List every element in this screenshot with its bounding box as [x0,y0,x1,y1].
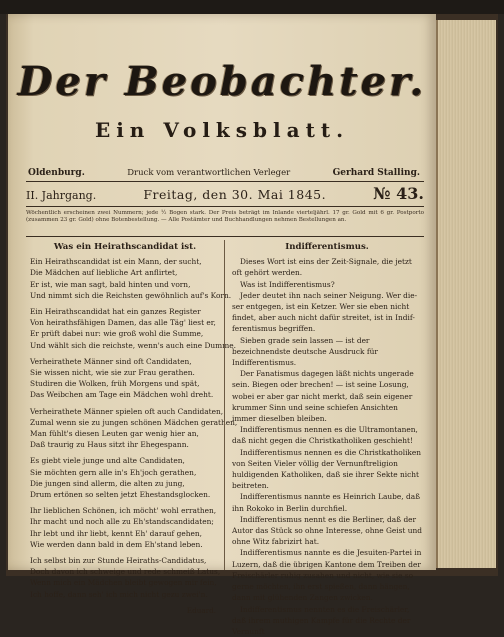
poem-stanza [30,256,220,301]
article-paragraph: Indifferentismus nennen es die Ultramontanen, daß nicht gegen die Christkatholiken geschieht! [232,424,422,446]
poem-line: Studiren die Wolken, früh Morgens und spät, [30,378,220,389]
article-paragraph: Jeder deutet ihn nach seiner Neigung. Wer die-ser entgegen, ist ein Ketzer. Wer sie eben nicht findet, aber auch nicht dafür streitet, ist in Indif-ferentismus begriffen. [232,290,422,335]
poem-stanza [30,406,220,451]
issue-date: Freitag, den 30. Mai 1845. [143,187,326,202]
masthead-subtitle: Ein Volksblatt. [8,118,436,142]
poem-line: Ihr lebt und ihr liebt, kennt Eh' darauf gehen, [30,528,220,539]
poem-stanza [30,555,220,600]
poem-line: Die Mädchen auf liebliche Art anflirtet, [30,267,220,278]
poem-line: Wie werden dann bald in dem Eh'stand leben. [30,539,220,550]
issue-line [26,184,424,203]
page-edges [436,20,496,568]
rule-mid [26,206,424,207]
poem-stanza [30,306,220,351]
article-paragraph: Der Fanatismus dagegen läßt nichts ungerade sein. Biegen oder brechen! — ist seine Losung, wobei er aber gar nicht merkt, daß sein eigener krummer Sinn und seine schiefen Ansichten immer dieselben bleiben. [232,368,422,424]
poem-line: Er ist, wie man sagt, bald hinten und vorn, [30,279,220,290]
article-paragraph: Was ist Indifferentismus? [232,279,422,290]
article-paragraph: Indifferentismus nannte es die Jesuiten-Partei in Luzern, daß die übrigen Kantone dem Treiben der Freischärler ruhig zusahen und nicht, wie sie so gerne möchten, ihn erst spießen, dann hängen, dann mit glühenden Zangen zwicken. [232,547,422,603]
poem-line: Sie wissen nicht, wie sie zur Frau gerathen. [30,367,220,378]
article-paragraph: Indifferentismus nennten es die Freischärler, daß ihrem muthigen Kampfe für die Rechte der Vernunft [232,604,422,637]
poem-line: Drum ertönen so selten jetzt Ehestandsglocken. [30,489,220,500]
right-column [232,242,422,637]
poem-line: Ich hoffe, dann seh' ich mich nicht gezu zwei'n. [30,589,220,600]
article-paragraph: Indifferentismus nannte es Heinrich Laube, daß ihn Rokoko in Berlin durchfiel. [232,491,422,513]
poem-line: Er prüft dabei nur: wie groß wohl die Summe, [30,328,220,339]
poem-line: Und nimmt sich die Reichsten gewöhnlich auf's Korn. [30,290,220,301]
article-paragraph: Indifferentismus nennen es die Christkatholiken von Seiten Vieler völlig der Vernunftreligion huldigenden Katholiken, daß sie ihrer Sekte nicht beitreten. [232,447,422,492]
poem-line: Verheirathete Männer spielen oft auch Candidaten, [30,406,220,417]
poem-line: Doch davon ich schweige und rede schmeiß Latus, [30,566,220,577]
poem-line: Ihr macht und noch alle zu Eh'standscandidaten; [30,516,220,527]
poem-heading: Was ein Heirathscandidat ist. [30,242,220,253]
article-paragraph: Sieben grade sein lassen — ist der bezeichnendste deutsche Ausdruck für Indifferentismus. [232,335,422,369]
poem-line: Ihr lieblichen Schönen, ich möcht' wohl errathen, [30,505,220,516]
poem-line: Das Weibchen am Tage ein Mädchen wohl dreht. [30,389,220,400]
imprint-line [28,168,420,178]
poem-line: Zumal wenn sie zu jungen schönen Mädchen gerathen, [30,417,220,428]
poem-line: Es giebt viele junge und alte Candidaten, [30,455,220,466]
poem-line: Verheirathete Männer sind oft Candidaten, [30,356,220,367]
subscription-notice: Wöchentlich erscheinen zwei Nummern; jede ½ Bogen stark. Der Preis beträgt im Inlande vierteljährl. 17 gr. Gold mit 6 gr. Postporto (zusammen 23 gr. Gold) ohne Botenbestellung. — Alle Postämter und Buchhandlungen nehmen Bestellungen an. [26,210,424,225]
left-column [30,242,220,616]
poem-line: Die jungen sind allerm, die alten zu jung, [30,478,220,489]
poem-line: Ein Heirathscandidat ist ein Mann, der sucht, [30,256,220,267]
rule-top [26,181,424,182]
imprint-city: Oldenburg. [28,168,85,178]
poem-line: Daß traurig zu Haus sitzt ihr Ehegespann. [30,439,220,450]
poem-line: Ich selbst bin zur Stunde Heiraths-Candidatus, [30,555,220,566]
newspaper-page [8,14,436,570]
masthead-title: Der Beobachter. [8,58,436,105]
issue-number: № 43. [373,184,424,203]
poem-line: Sie möchten gern alle in's Eh'joch gerathen, [30,467,220,478]
poem-stanza [30,356,220,401]
poem-stanza [30,505,220,550]
imprint-printer: Druck vom verantwortlichen Verleger [127,168,290,178]
poem-line: Und wählt sich die reichste, wenn's auch eine Dumme. [30,340,220,351]
poem-line: Ein Heirathscandidat hat ein ganzes Register [30,306,220,317]
article-paragraph: Dieses Wort ist eins der Zeit-Signale, die jetzt oft gehört werden. [232,256,422,278]
imprint-publisher: Gerhard Stalling. [333,168,420,178]
rule-bottom [26,236,424,237]
scan-background-top [0,0,504,14]
article-heading: Indifferentismus. [232,242,422,253]
poem-line: Wenn mich ein Mädchen bleibt gewogen mir fein, [30,577,220,588]
article-paragraph: Indifferentismus nennt es die Berliner, daß der Autor das Stück so ohne Interesse, ohne Geist und ohne Witz fabrizirt hat. [232,514,422,548]
issue-year: II. Jahrgang. [26,189,96,202]
column-divider [224,240,225,570]
poem-line: Man fühlt's diesen Leuten gar wenig hier an, [30,428,220,439]
poem-signature: Eduard. [30,605,220,616]
poem-stanza [30,455,220,500]
poem-line: Von heirathsfähigen Damen, das alle Täg' liest er, [30,317,220,328]
